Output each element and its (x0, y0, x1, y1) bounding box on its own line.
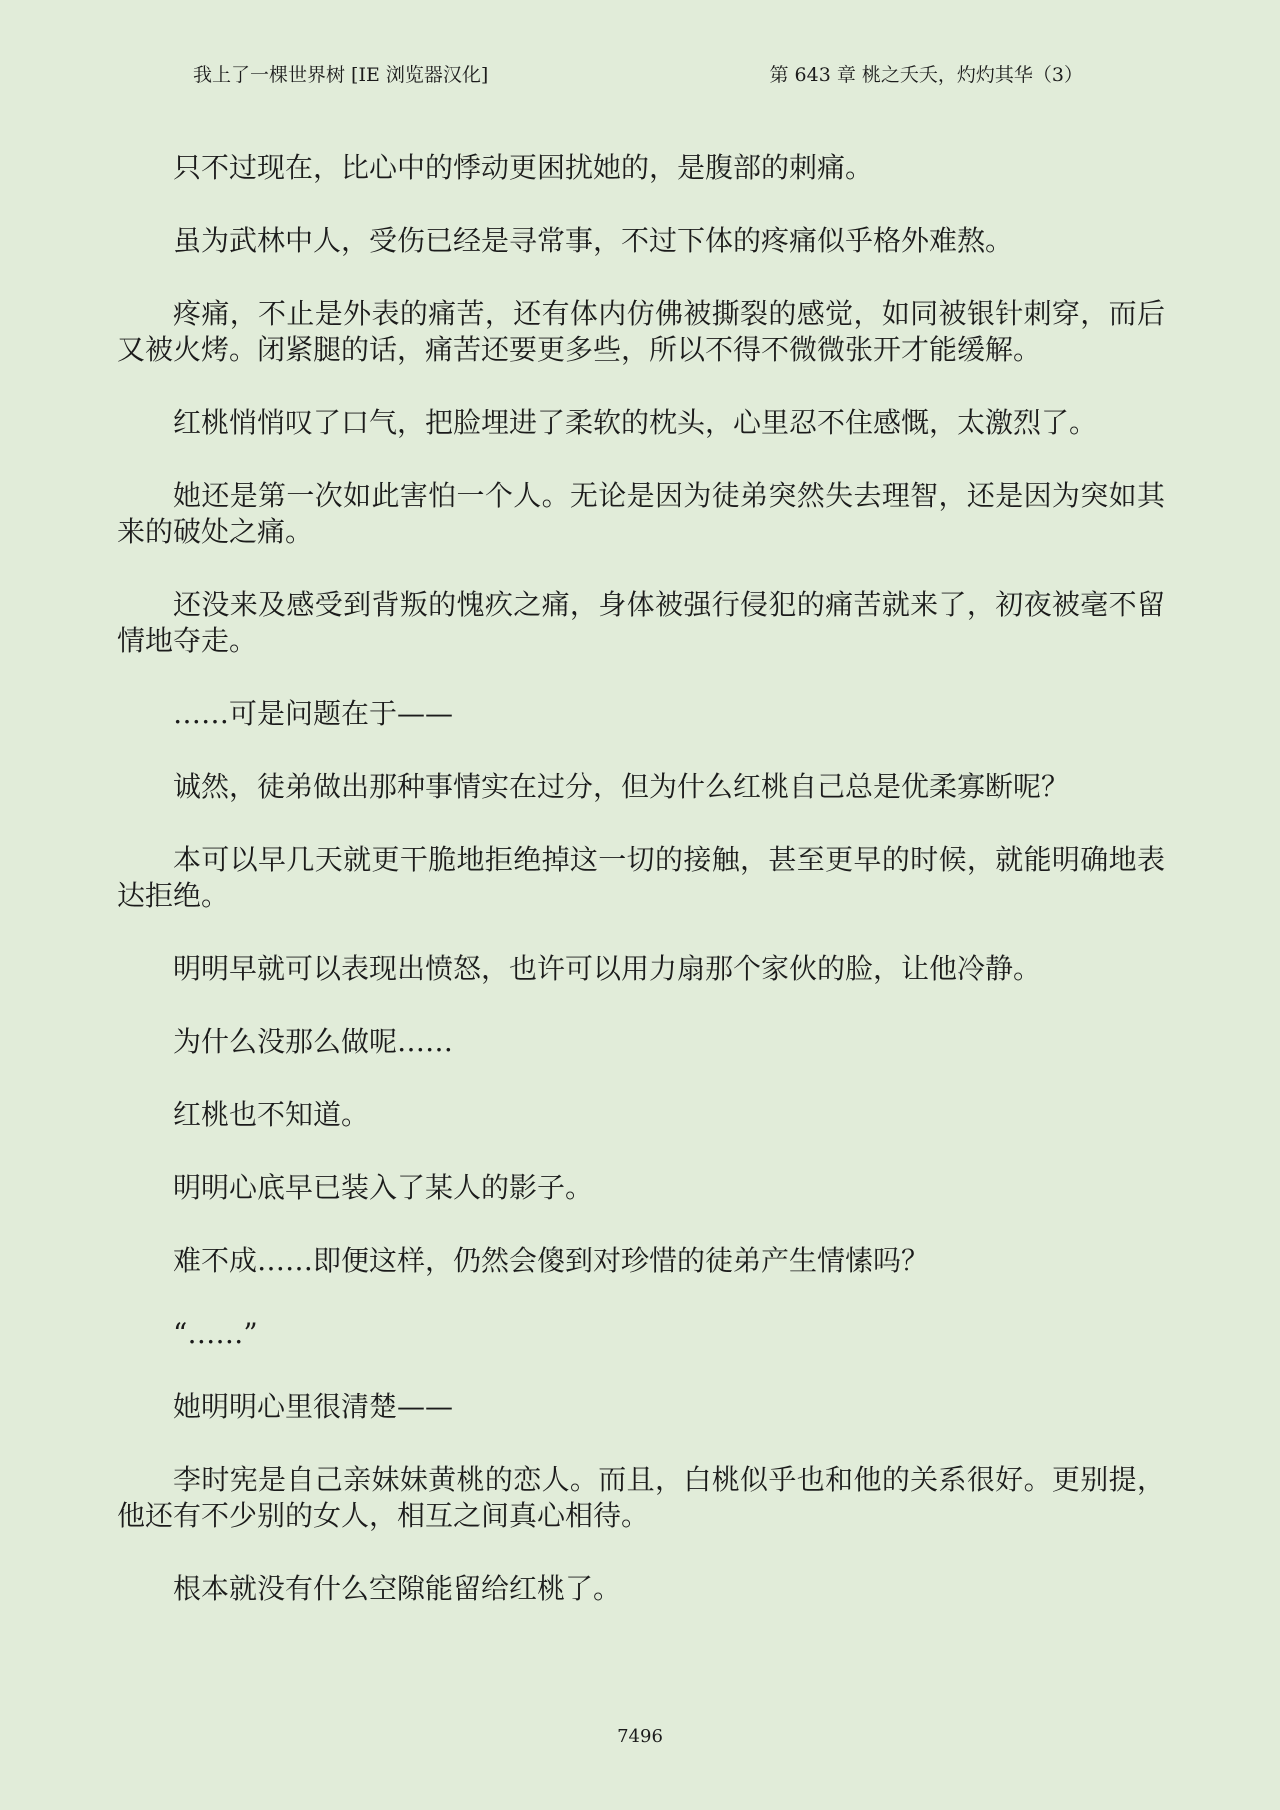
paragraph: 红桃也不知道。 (173, 1098, 370, 1131)
paragraph: 明明心底早已装入了某人的影子。 (173, 1171, 594, 1204)
paragraph: 李时宪是自己亲妹妹黄桃的恋人。而且，白桃似乎也和他的关系很好。更别提，他还有不少别的女人，相互之间真心相待。 (117, 1463, 1165, 1532)
paragraph: 她明明心里很清楚—— (173, 1390, 454, 1423)
page-header (193, 60, 1083, 90)
paragraph: 诚然，徒弟做出那种事情实在过分，但为什么红桃自己总是优柔寡断呢？ (173, 770, 1070, 803)
paragraph: 根本就没有什么空隙能留给红桃了。 (173, 1572, 622, 1605)
paragraph: 还没来及感受到背叛的愧疚之痛，身体被强行侵犯的痛苦就来了，初夜被毫不留情地夺走。 (117, 588, 1165, 657)
page-number: 7496 (617, 1726, 663, 1747)
paragraph: 本可以早几天就更干脆地拒绝掉这一切的接触，甚至更早的时候，就能明确地表达拒绝。 (117, 843, 1165, 912)
paragraph: ……可是问题在于—— (173, 697, 454, 730)
paragraph: 红桃悄悄叹了口气，把脸埋进了柔软的枕头，心里忍不住感慨，太激烈了。 (173, 406, 1098, 439)
paragraph: 虽为武林中人，受伤已经是寻常事，不过下体的疼痛似乎格外难熬。 (173, 224, 1014, 257)
chapter-body (117, 150, 1165, 1644)
paragraph: 明明早就可以表现出愤怒，也许可以用力扇那个家伙的脸，让他冷静。 (173, 952, 1042, 985)
chapter-title: 第 643 章 桃之夭夭，灼灼其华（3） (769, 64, 1083, 86)
paragraph: “……” (173, 1317, 258, 1350)
paragraph: 只不过现在，比心中的悸动更困扰她的，是腹部的刺痛。 (173, 151, 874, 184)
paragraph: 难不成……即便这样，仍然会傻到对珍惜的徒弟产生情愫吗？ (173, 1244, 930, 1277)
paragraph: 疼痛，不止是外表的痛苦，还有体内仿佛被撕裂的感觉，如同被银针刺穿，而后又被火烤。闭紧腿的话，痛苦还要更多些，所以不得不微微张开才能缓解。 (117, 297, 1165, 366)
paragraph: 她还是第一次如此害怕一个人。无论是因为徒弟突然失去理智，还是因为突如其来的破处之痛。 (117, 479, 1165, 548)
book-title: 我上了一棵世界树 [IE 浏览器汉化] (193, 64, 489, 86)
paragraph: 为什么没那么做呢…… (173, 1025, 454, 1058)
